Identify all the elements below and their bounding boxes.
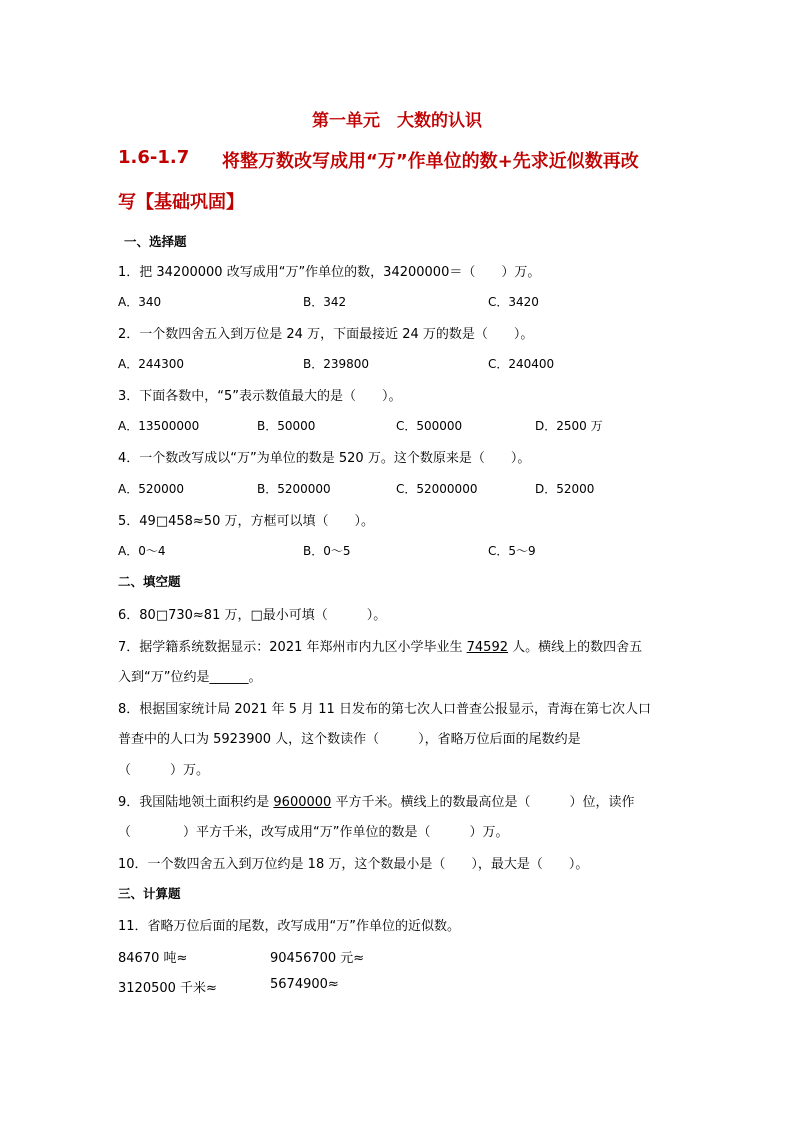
question-9-line1 (118, 791, 634, 810)
q9-text-a: 9．我国陆地领土面积约是 (118, 795, 274, 810)
q1-option-a: A．340 (118, 295, 162, 309)
page-title: 第一单元 大数的认识 (312, 111, 482, 131)
q9-text-b: 平方千米。横线上的数最高位是（ ）位，读作 (331, 795, 635, 810)
q11-item-3: 3120500 千米≈ (118, 981, 217, 996)
question-7-line2: 入到“万”位约是______。 (118, 670, 262, 685)
q4-option-a: A．520000 (118, 482, 185, 496)
lesson-number: 1.6-1.7 (118, 147, 190, 168)
q1-option-c: C．3420 (488, 295, 539, 309)
q3-option-b: B．50000 (257, 419, 316, 433)
q2-option-a: A．244300 (118, 357, 185, 371)
lesson-title: 将整万数改写成用“万”作单位的数+先求近似数再改 (222, 151, 639, 172)
q5-option-b: B．0～5 (303, 544, 351, 558)
lesson-title-cont: 写【基础巩固】 (118, 192, 244, 213)
q9-underlined-number: 9600000 (273, 795, 332, 810)
q5-option-c: C．5～9 (488, 544, 536, 558)
q2-option-c: C．240400 (488, 357, 555, 371)
q11-item-1: 84670 吨≈ (118, 951, 188, 966)
question-10: 10．一个数四舍五入到万位约是 18 万，这个数最小是（ ），最大是（ ）。 (118, 857, 589, 872)
q7-text-a: 7．据学籍系统数据显示：2021 年郑州市内九区小学毕业生 (118, 640, 467, 655)
q11-item-2: 90456700 元≈ (270, 951, 365, 966)
q4-option-c: C．52000000 (396, 482, 478, 496)
question-8-line1: 8．根据国家统计局 2021 年 5 月 11 日发布的第七次人口普查公报显示，青海在第七次人口 (118, 702, 651, 717)
q3-option-c: C．500000 (396, 419, 463, 433)
q7-text-b: 人。横线上的数四舍五 (507, 640, 643, 655)
question-6: 6．80□730≈81 万，□最小可填（ ）。 (118, 608, 387, 623)
question-9-line2: （ ）平方千米，改写成用“万”作单位的数是（ ）万。 (118, 825, 509, 840)
q3-option-a: A．13500000 (118, 419, 200, 433)
q5-option-a: A．0～4 (118, 544, 166, 558)
q1-option-b: B．342 (303, 295, 347, 309)
question-8-line2: 普查中的人口为 5923900 人，这个数读作（ ），省略万位后面的尾数约是 (118, 732, 581, 747)
question-2: 2．一个数四舍五入到万位是 24 万，下面最接近 24 万的数是（ ）。 (118, 327, 534, 342)
question-7-line1 (118, 636, 642, 655)
question-8-line3: （ ）万。 (118, 763, 210, 778)
question-3: 3．下面各数中，“5”表示数值最大的是（ ）。 (118, 389, 402, 404)
q4-option-b: B．5200000 (257, 482, 331, 496)
question-4: 4．一个数改写成以“万”为单位的数是 520 万。这个数原来是（ ）。 (118, 451, 531, 466)
question-5: 5．49□458≈50 万，方框可以填（ ）。 (118, 514, 374, 529)
section-choice: 一、选择题 (124, 234, 187, 249)
q4-option-d: D．52000 (535, 482, 595, 496)
q11-item-4: 5674900≈ (270, 977, 339, 992)
question-11: 11．省略万位后面的尾数，改写成用“万”作单位的近似数。 (118, 919, 461, 934)
q2-option-b: B．239800 (303, 357, 370, 371)
section-fill: 二、填空题 (118, 574, 181, 589)
q7-underlined-number: 74592 (466, 640, 508, 655)
question-1: 1．把 34200000 改写成用“万”作单位的数，34200000＝（ ）万。 (118, 265, 541, 280)
q3-option-d: D．2500 万 (535, 419, 603, 433)
section-calc: 三、计算题 (118, 886, 181, 901)
